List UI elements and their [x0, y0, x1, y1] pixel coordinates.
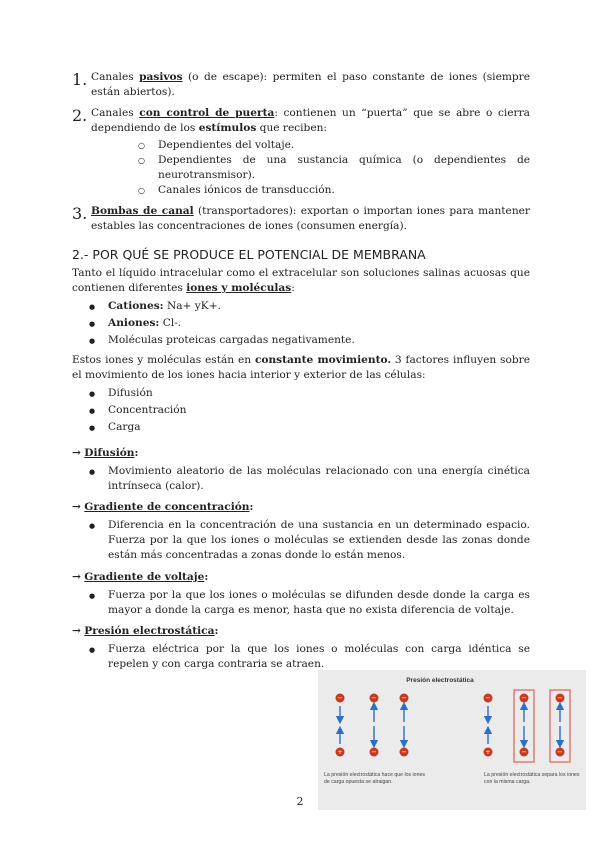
topic-description: ● Fuerza eléctrica por la que los iones o moléculas con carga idéntica se repelen y con carga contraria se atraen.: [89, 642, 530, 672]
list-item: [89, 333, 530, 348]
right-arrow-icon: →: [72, 571, 81, 583]
charge-sign: −: [401, 748, 407, 757]
list-item: [72, 204, 530, 234]
sub-list: [91, 138, 530, 198]
list-item: [72, 70, 530, 100]
topic-difusion: → Difusión: ● Movimiento aleatorio de las moléculas relacionado con una energía cinética intrínseca (calor).: [72, 446, 530, 496]
list-item: [72, 106, 530, 198]
list-item: [89, 316, 530, 331]
topic-title: Difusión: [84, 447, 135, 459]
right-arrow-icon: →: [72, 625, 81, 637]
ion-list: [72, 299, 530, 348]
text: 3 factores influyen sobre el movimiento de los iones hacia interior y exterior de las células:: [72, 354, 530, 381]
topic-voltage: → Gradiente de voltaje: ● Fuerza por la que los iones o moléculas se difunden desde donde la carga es mayor a donde la carga es menor, hasta que no exista diferencia de voltaje.: [72, 570, 530, 620]
label: Aniones:: [108, 317, 160, 329]
keyword: Bombas de canal: [91, 205, 194, 217]
keyword: con control de puerta: [139, 107, 275, 119]
sub-list-item: ○ Dependientes de una sustancia química (o dependientes de neurotransmisor).: [138, 153, 530, 183]
right-arrow-icon: →: [72, 501, 81, 513]
label: Cationes:: [108, 300, 164, 312]
electrostatic-figure: [318, 670, 586, 810]
list-item: ● Difusión: [89, 386, 530, 401]
topic-description: ● Fuerza por la que los iones o moléculas se difunden desde donde la carga es mayor a donde la carga es menor, hasta que no exista diferencia de voltaje.: [89, 588, 530, 618]
topic-description: ● Diferencia en la concentración de una sustancia en un determinado espacio. Fuerza por la que los iones o moléculas se extienden desde las zonas donde están más concentradas a zonas donde lo están menos.: [89, 518, 530, 563]
keyword: pasivos: [139, 71, 183, 83]
text: (o de escape): permiten el paso constante de iones (siempre están abiertos).: [91, 71, 530, 98]
section-heading: 2.- POR QUÉ SE PRODUCE EL POTENCIAL DE MEMBRANA: [72, 247, 426, 262]
list-number: 2.: [72, 106, 88, 125]
charge-sign: −: [371, 694, 377, 703]
charge-sign: −: [371, 748, 377, 757]
text: : contienen un “puerta” que se abre o cierra dependiendo de los: [91, 107, 530, 134]
charge-sign: −: [337, 694, 343, 703]
topic-title: Gradiente de concentración: [84, 501, 250, 513]
list-item: [89, 299, 530, 314]
list-number: 3.: [72, 204, 88, 223]
channel-type-list: [72, 70, 530, 240]
sub-list-item: ○ Dependientes del voltaje.: [138, 138, 530, 153]
topic-concentration: → Gradiente de concentración: ● Diferencia en la concentración de una sustancia en un determinado espacio. Fuerza por la que los iones o moléculas se extienden desde las zonas donde están más concentradas a zonas donde lo están menos.: [72, 500, 530, 565]
text: Tanto el líquido intracelular como el extracelular son soluciones salinas acuosas que contienen diferentes: [72, 267, 530, 294]
keyword: constante movimiento.: [254, 354, 392, 366]
text: :: [291, 282, 295, 294]
page-number: 2: [296, 795, 304, 808]
keyword: estímulos: [198, 122, 257, 134]
electrostatic-diagram: [318, 670, 586, 810]
right-arrow-icon: →: [72, 447, 81, 459]
text: Canales: [91, 71, 140, 83]
topic-title: Presión electrostática: [84, 625, 215, 637]
figure-title: Presión electrostática: [406, 677, 474, 684]
list-item: ● Carga: [89, 420, 530, 435]
figure-left-caption: La presión electrostática hace que los iones de carga opuesta se atraigan.: [324, 772, 425, 785]
charge-sign: −: [557, 748, 563, 757]
topic-title: Gradiente de voltaje: [84, 571, 205, 583]
keyword: iones y moléculas: [186, 282, 292, 294]
list-item: ● Concentración: [89, 403, 530, 418]
charge-sign: +: [337, 748, 343, 757]
factor-list: [72, 386, 530, 435]
charge-sign: +: [485, 748, 491, 757]
charge-sign: −: [521, 694, 527, 703]
text: Moléculas proteicas cargadas negativamente.: [108, 334, 355, 346]
list-number: 1.: [72, 70, 88, 89]
sub-list-item: ○ Canales iónicos de transducción.: [138, 183, 530, 198]
text: Estos iones y moléculas están en: [72, 354, 255, 366]
text: (transportadores): exportan o importan iones para mantener estables las concentraciones de iones (consumen energía).: [91, 205, 530, 232]
text: Canales: [91, 107, 140, 119]
charge-sign: −: [521, 748, 527, 757]
text: Cl-.: [159, 317, 182, 329]
figure-right-caption: La presión electrostática separa los iones con la misma carga.: [484, 772, 580, 785]
intro-block: [72, 266, 530, 350]
text: Na+ yK+.: [163, 300, 221, 312]
charge-sign: −: [401, 694, 407, 703]
attraction-group: [336, 694, 409, 757]
movement-block: [72, 353, 530, 437]
text: que reciben:: [256, 122, 328, 134]
topic-electrostatic: → Presión electrostática: ● Fuerza eléctrica por la que los iones o moléculas con carga idéntica se repelen y con carga contraria se atraen.: [72, 624, 530, 674]
charge-sign: −: [485, 694, 491, 703]
charge-sign: −: [557, 694, 563, 703]
topic-description: ● Movimiento aleatorio de las moléculas relacionado con una energía cinética intrínseca (calor).: [89, 464, 530, 494]
